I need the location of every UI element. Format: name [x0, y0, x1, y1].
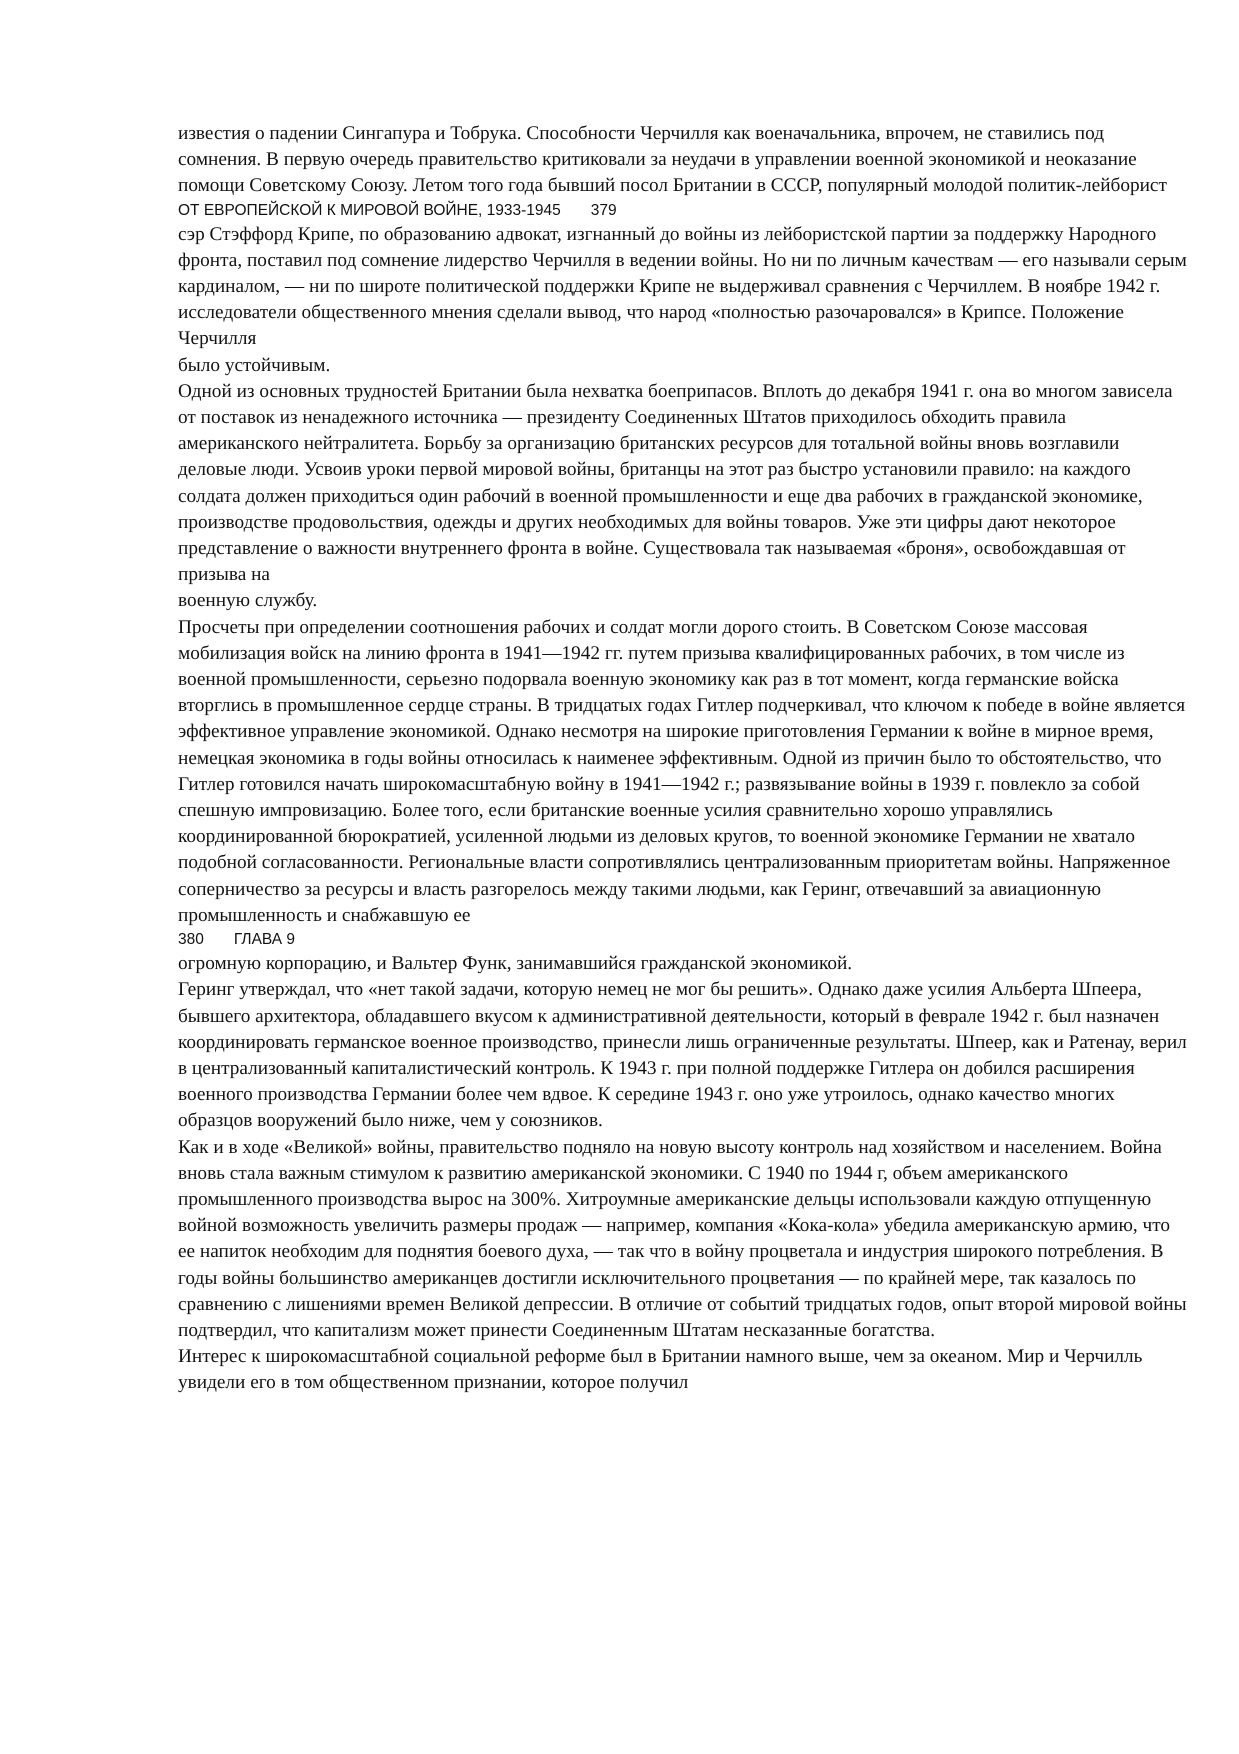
- paragraph: огромную корпорацию, и Вальтер Функ, занимавшийся гражданской экономикой.: [178, 953, 853, 975]
- paragraph: Интерес к широкомасштабной социальной реформе был в Британии намного выше, чем за океаном. Мир и Черчилль увидели его в том общественном признании, которое получил: [178, 1346, 1143, 1394]
- paragraph: Геринг утверждал, что «нет такой задачи, которую немец не мог бы решить». Однако даже усилия Альберта Шпеера, бывшего архитектора, обладавшего вкусом к административной деятельности, который в феврале 1942 г. был назначен координировать германское военное производство, принесли лишь ограниченные результаты. Шпеер, как и Ратенау, верил в централизованный капиталистический контроль. К 1943 г. при полной поддержке Гитлера он добился расширения военного производства Германии более чем вдвое. К середине 1943 г. оно уже утроилось, однако качество многих образцов вооружений было ниже, чем у союзников.: [178, 979, 1187, 1132]
- paragraph: военную службу.: [178, 590, 318, 612]
- running-head-title: ГЛАВА 9: [233, 931, 295, 949]
- page-number: 380: [178, 931, 204, 949]
- page-number: 379: [590, 201, 617, 219]
- paragraph: сэр Стэффорд Крипе, по образованию адвокат, изгнанный до войны из лейбористской партии за поддержку Народного фронта, поставил под сомнение лидерство Черчилля в ведении войны. Но ни по личным качествам — его называли серым кардиналом, — ни по широте политической поддержки Крипе не выдерживал сравнения с Черчиллем. В ноябре 1942 г. исследователи общественного мнения сделали вывод, что народ «полностью разочаровался» в Крипсе. Положение Черчилля: [178, 223, 1187, 350]
- running-head-title: ОТ ЕВРОПЕЙСКОЙ К МИРОВОЙ ВОЙНЕ, 1933-1945: [178, 201, 561, 219]
- paragraph: Как и в ходе «Великой» войны, правительство подняло на новую высоту контроль над хозяйством и населением. Война вновь стала важным стимулом к развитию американской экономики. С 1940 по 1944 г, объем американского промышленного производства вырос на 300%. Хитроумные американские дельцы использовали каждую отпущенную войной возможность увеличить размеры продаж — например, компания «Кока-кола» убедила американскую армию, что ее напиток необходим для поднятия боевого духа, — так что в войну процветала и индустрия широкого потребления. В годы войны большинство американцев достигли исключительного процветания — по крайней мере, так казалось по сравнению с лишениями времен Великой депрессии. В отличие от событий тридцатых годов, опыт второй мировой войны подтвердил, что капитализм может принести Соединенным Штатам несказанные богатства.: [178, 1136, 1187, 1341]
- running-head-380: [178, 929, 1188, 951]
- paragraph: Одной из основных трудностей Британии была нехватка боеприпасов. Вплоть до декабря 1941 г. она во многом зависела от поставок из ненадежного источника — президенту Соединенных Штатов приходилось обходить правила американского нейтралитета. Борьбу за организацию британских ресурсов для тотальной войны вновь возглавили деловые люди. Усвоив уроки первой мировой войны, британцы на этот раз быстро установили правило: на каждого солдата должен приходиться один рабочий в военной промышленности и еще два рабочих в гражданской экономике, производстве продовольствия, одежды и других необходимых для войны товаров. Уже эти цифры дают некоторое представление о важности внутреннего фронта в войне. Существовала так называемая «броня», освобождавшая от призыва на: [178, 380, 1173, 586]
- paragraph: было устойчивым.: [178, 354, 331, 376]
- paragraph: Просчеты при определении соотношения рабочих и солдат могли дорого стоить. В Советском Союзе массовая мобилизация войск на линию фронта в 1941—1942 гг. путем призыва квалифицированных рабочих, в том числе из военной промышленности, серьезно подорвала военную экономику как раз в тот момент, когда германские войска вторглись в промышленное сердце страны. В тридцатых годах Гитлер подчеркивал, что ключом к победе в войне является эффективное управление экономикой. Однако несмотря на широкие приготовления Германии к войне в мирное время, немецкая экономика в годы войны относилась к наименее эффективным. Одной из причин было то обстоятельство, что Гитлер готовился начать широкомасштабную войну в 1941—1942 г.; развязывание войны в 1939 г. повлекло за собой спешную импровизацию. Более того, если британские военные усилия сравнительно хорошо управлялись координированной бюрократией, усиленной людьми из деловых кругов, то военной экономике Германии не хватало подобной согласованности. Региональные власти сопротивлялись централизованным приоритетам войны. Напряженное соперничество за ресурсы и власть разгорелось между такими людьми, как Геринг, отвечавший за авиационную промышленность и снабжавшую ее: [178, 616, 1186, 926]
- paragraph: известия о падении Сингапура и Тобрука. Способности Черчилля как военачальника, впрочем, не ставились под сомнения. В первую очередь правительство критиковали за неудачи в управлении военной экономикой и неоказание помощи Советскому Союзу. Летом того года бывший посол Британии в СССР, популярный молодой политик-лейборист: [178, 123, 1167, 197]
- running-head-379: [178, 200, 1188, 222]
- document-page: [178, 121, 1188, 1397]
